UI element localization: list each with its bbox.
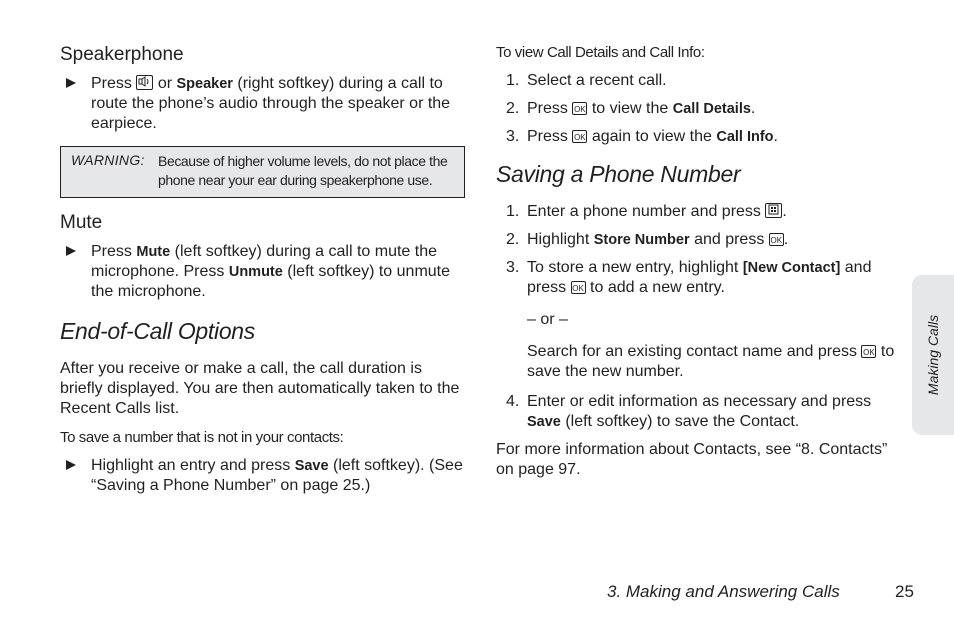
bullet-arrow-icon <box>66 78 76 88</box>
ok-key-icon: OK <box>861 345 876 358</box>
ok-key-icon: OK <box>769 233 784 246</box>
bullet-arrow-icon <box>66 246 76 256</box>
call-details-intro: To view Call Details and Call Info: <box>496 44 705 61</box>
speaker-key-icon <box>136 75 153 90</box>
mute-bullet: Press Mute (left softkey) during a call to mute the microphone. Press Unmute (left softkey) to unmute the microphone. <box>60 242 465 302</box>
speakerphone-bullet: Press or Speaker (right softkey) during a call to route the phone’s audio through the speaker or the earpiece. <box>60 74 465 134</box>
ok-key-icon: OK <box>572 102 587 115</box>
call-details-step-3: 3. Press OK again to view the Call Info. <box>506 128 778 145</box>
speakerphone-heading: Speakerphone <box>60 44 184 65</box>
saving-step-3: 3. To store a new entry, highlight [New Contact] and press OK to add a new entry. <box>506 259 872 296</box>
warning-label: WARNING: <box>71 152 145 168</box>
page-number: 25 <box>895 582 914 601</box>
save-number-bullet: Highlight an entry and press Save (left softkey). (See “Saving a Phone Number” on page 25.) <box>60 456 465 496</box>
right-column <box>496 44 906 480</box>
side-tab-label: Making Calls <box>925 314 941 396</box>
saving-or: – or – <box>527 311 568 328</box>
footer-chapter: 3. Making and Answering Calls <box>607 582 840 601</box>
call-details-step-2: 2. Press OK to view the Call Details. <box>506 100 756 117</box>
mute-heading: Mute <box>60 212 103 233</box>
saving-step-1: 1. Enter a phone number and press . <box>506 203 787 220</box>
end-of-call-heading: End-of-Call Options <box>60 318 255 344</box>
saving-heading: Saving a Phone Number <box>496 161 741 187</box>
bullet-arrow-icon <box>66 460 76 470</box>
ok-key-icon: OK <box>571 281 586 294</box>
side-tab <box>912 275 954 435</box>
saving-alt: Search for an existing contact name and press OK to save the new number. <box>527 343 895 380</box>
warning-box <box>60 146 465 198</box>
contacts-reference: For more information about Contacts, see “8. Contacts” on page 97. <box>496 441 888 478</box>
contacts-key-icon <box>765 203 782 218</box>
speaker-icon <box>138 76 151 87</box>
save-number-intro: To save a number that is not in your contacts: <box>60 429 344 446</box>
call-details-step-1: 1. Select a recent call. <box>506 72 667 89</box>
warning-text: Because of higher volume levels, do not place the phone near your ear during speakerphone use. <box>158 153 448 188</box>
contacts-icon <box>768 204 779 215</box>
end-of-call-paragraph: After you receive or make a call, the call duration is briefly displayed. You are then automatically taken to the Recent Calls list. <box>60 360 460 417</box>
saving-step-4: 4. Enter or edit information as necessary and press Save (left softkey) to save the Contact. <box>506 393 872 430</box>
left-column <box>60 44 465 496</box>
ok-key-icon: OK <box>572 130 587 143</box>
saving-step-2: 2. Highlight Store Number and press OK . <box>506 231 789 248</box>
